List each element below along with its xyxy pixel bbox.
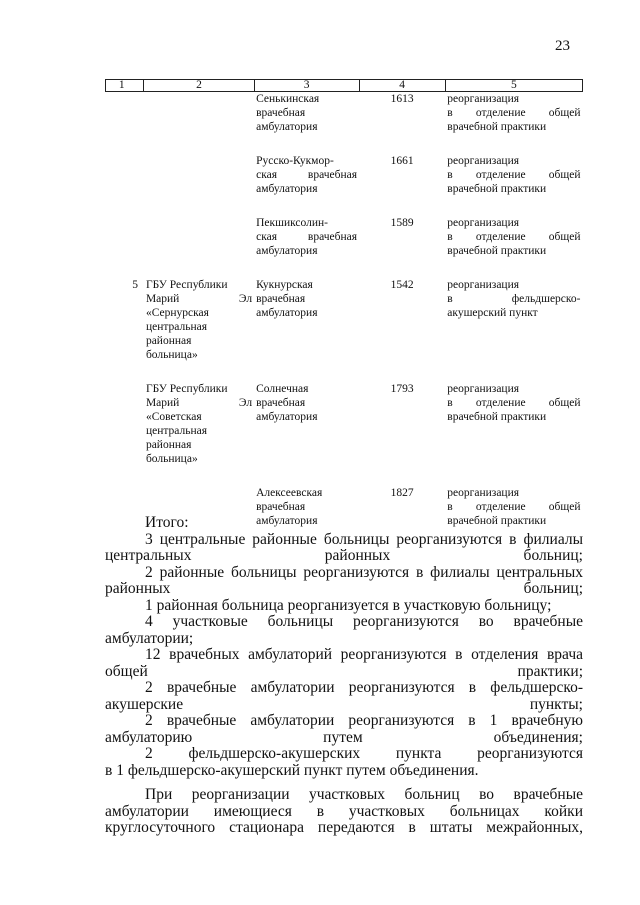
institution-line: больница»: [145, 453, 198, 465]
action-line: в отделение общей: [447, 169, 581, 181]
action-line: врачебной практики: [447, 245, 547, 257]
summary-section: [105, 515, 583, 837]
facility-line: Кукнурская: [256, 279, 313, 291]
institution-line: центральная: [145, 425, 208, 437]
action-line: реорганизация: [447, 155, 520, 167]
row-spacer: [106, 134, 583, 154]
summary-item: 3 центральные районные больницы реорганизуются в филиалы центральных районных больниц;: [105, 530, 583, 564]
institution-cell: [144, 92, 254, 135]
facility-line: врачебная: [256, 293, 306, 305]
row-number: [106, 382, 144, 466]
action-line: в фельдшерско-: [447, 293, 581, 305]
facility-line: амбулатория: [256, 515, 318, 527]
facility-line: Русско-Кукмор-: [256, 155, 334, 167]
column-header-1: 1: [106, 80, 144, 92]
column-header-4: 4: [359, 80, 445, 92]
institution-line: «Советская: [145, 411, 202, 423]
institution-line: ГБУ Республики: [145, 279, 228, 291]
summary-item: 2 районные больницы реорганизуются в филиалы центральных районных больниц;: [105, 563, 583, 597]
action-line: врачебной практики: [447, 183, 547, 195]
facility-line: врачебная: [256, 397, 306, 409]
action-line: реорганизация: [447, 217, 520, 229]
page-number: 23: [555, 38, 570, 54]
action-line: реорганизация: [447, 383, 520, 395]
summary-item: 2 врачебные амбулатории реорганизуются в фельдшерско-акушерские пункты;: [105, 679, 583, 713]
table-row: [106, 382, 583, 466]
action-cell: [445, 92, 582, 135]
institution-cell: [144, 154, 254, 196]
facility-code: 1542: [390, 279, 414, 291]
action-line: в отделение общей: [447, 231, 581, 243]
institution-line: «Сернурская: [145, 307, 209, 319]
facility-code: 1613: [390, 93, 414, 105]
summary-item: 4 участковые больницы реорганизуются во врачебные амбулатории;: [105, 613, 583, 647]
table-row: [106, 278, 583, 362]
facility-code: 1661: [390, 155, 414, 167]
facility-line: ская врачебная: [256, 169, 358, 181]
institution-cell: [144, 278, 254, 362]
facility-code: 1589: [390, 217, 414, 229]
institution-line: ГБУ Республики: [145, 383, 228, 395]
row-spacer: [106, 258, 583, 278]
action-cell: [445, 216, 582, 258]
action-cell: [445, 382, 582, 466]
closing-paragraph: При реорганизации участковых больниц во врачебные амбулатории имеющиеся в участковых больницах койки круглосуточного стационара передаются в штаты межрайонных,: [105, 786, 583, 836]
action-line: врачебной практики: [447, 121, 547, 133]
summary-item: 2 врачебные амбулатории реорганизуются в 1 врачебную амбулаторию путем объединения;: [105, 712, 583, 746]
action-line: в отделение общей: [447, 397, 581, 409]
facility-line: Алексеевская: [256, 487, 323, 499]
summary-item: 12 врачебных амбулаторий реорганизуются в отделения врача общей практики;: [105, 646, 583, 680]
facility-cell: [254, 92, 359, 135]
facility-line: врачебная: [256, 501, 306, 513]
facility-line: амбулатория: [256, 307, 318, 319]
institution-line: больница»: [145, 349, 198, 361]
summary-item: в 1 фельдшерско-акушерский пункт путем объединения.: [105, 761, 479, 779]
action-line: в отделение общей: [447, 501, 581, 513]
row-number: [106, 154, 144, 196]
table-row: [106, 154, 583, 196]
facility-line: Сенькинская: [256, 93, 320, 105]
facility-line: Пекшиксолин-: [256, 217, 328, 229]
row-number: [106, 92, 144, 135]
facility-cell: [254, 154, 359, 196]
table-row: [106, 92, 583, 135]
row-spacer: [106, 362, 583, 382]
column-header-2: 2: [144, 80, 254, 92]
institution-cell: [144, 382, 254, 466]
facility-cell: [254, 216, 359, 258]
summary-item: 2 фельдшерско-акушерских пункта реорганизуются: [145, 745, 583, 762]
action-cell: [445, 278, 582, 362]
action-line: в отделение общей: [447, 107, 581, 119]
action-line: реорганизация: [447, 487, 520, 499]
reorganization-table: [105, 79, 583, 528]
action-line: врачебной практики: [447, 515, 547, 527]
action-line: акушерский пункт: [447, 307, 538, 319]
facility-line: Солнечная: [256, 383, 309, 395]
row-number: [106, 216, 144, 258]
row-number: 5: [132, 279, 138, 291]
facility-code: 1793: [390, 383, 414, 395]
institution-line: Марий Эл: [145, 293, 253, 305]
facility-line: врачебная: [256, 107, 306, 119]
facility-line: амбулатория: [256, 183, 318, 195]
summary-heading: Итого:: [145, 514, 189, 531]
facility-line: амбулатория: [256, 121, 318, 133]
facility-line: амбулатория: [256, 245, 318, 257]
institution-cell: [144, 216, 254, 258]
facility-line: амбулатория: [256, 411, 318, 423]
institution-line: районная: [145, 335, 192, 347]
facility-code: 1827: [390, 487, 414, 499]
row-spacer: [106, 466, 583, 486]
table-header-row: [106, 80, 583, 92]
institution-line: центральная: [145, 321, 208, 333]
action-line: врачебной практики: [447, 411, 547, 423]
institution-line: районная: [145, 439, 192, 451]
facility-cell: [254, 382, 359, 466]
column-header-3: 3: [254, 80, 359, 92]
summary-item: 1 районная больница реорганизуется в участковую больницу;: [145, 596, 552, 614]
action-line: реорганизация: [447, 93, 520, 105]
table-row: [106, 216, 583, 258]
facility-cell: [254, 278, 359, 362]
institution-line: Марий Эл: [145, 397, 253, 409]
facility-line: ская врачебная: [256, 231, 358, 243]
row-spacer: [106, 196, 583, 216]
action-cell: [445, 154, 582, 196]
column-header-5: 5: [445, 80, 582, 92]
action-line: реорганизация: [447, 279, 520, 291]
